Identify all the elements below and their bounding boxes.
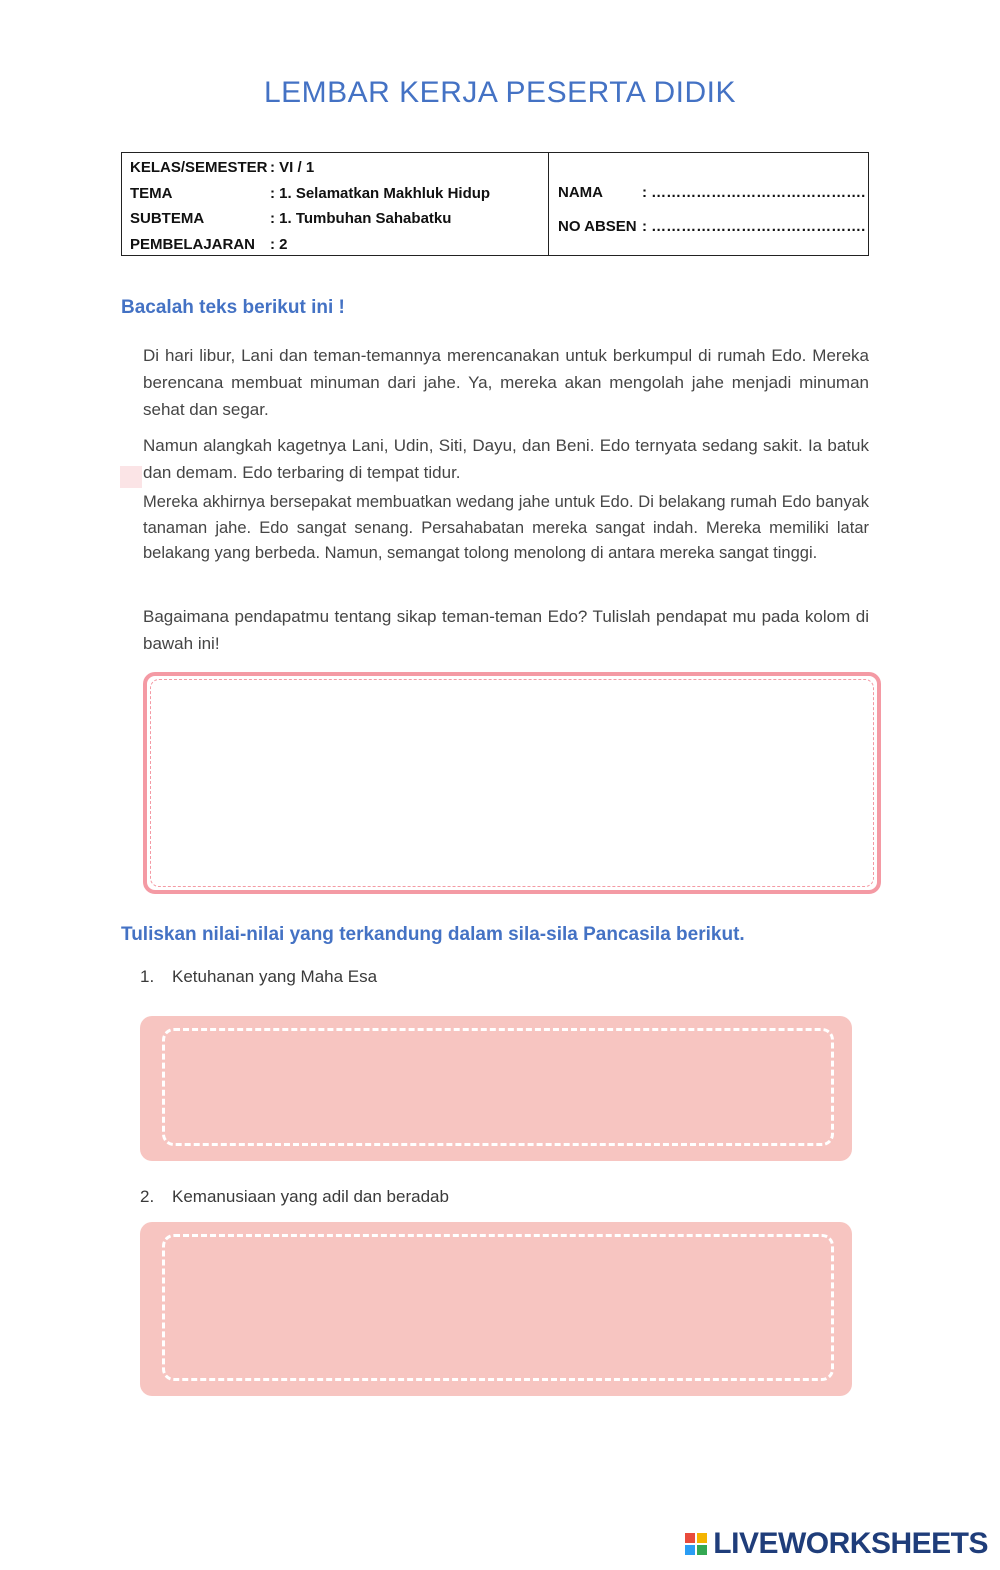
info-row-nama — [558, 175, 868, 209]
sila-item-1 — [140, 967, 377, 987]
logo-square — [697, 1533, 707, 1543]
pancasila-heading: Tuliskan nilai-nilai yang terkandung dalam sila-sila Pancasila berikut. — [121, 924, 745, 945]
student-info-table — [121, 152, 869, 256]
info-label: KELAS/SEMESTER — [130, 159, 268, 177]
sila-2-answer-box[interactable] — [140, 1222, 852, 1396]
story-paragraph: Mereka akhirnya bersepakat membuatkan wedang jahe untuk Edo. Di belakang rumah Edo banyak tanaman jahe. Edo sangat senang. Persahabatan mereka sangat indah. Mereka memiliki latar belakang yang berbeda. Namun, semangat tolong menolong di antara mereka sangat tinggi. — [143, 493, 869, 562]
item-text: Ketuhanan yang Maha Esa — [172, 967, 378, 986]
class-info — [122, 153, 549, 255]
logo-square — [697, 1545, 707, 1555]
liveworksheets-brand[interactable] — [685, 1527, 988, 1561]
info-row-subtema — [130, 206, 548, 232]
info-label: PEMBELAJARAN — [130, 235, 256, 253]
student-identity — [549, 153, 868, 255]
info-value: : 2 — [270, 235, 288, 253]
story-paragraph: Di hari libur, Lani dan teman-temannya merencanakan untuk berkumpul di rumah Edo. Mereka berencana membuat minuman dari jahe. Ya, mereka akan mengolah jahe menjadi minuman sehat dan segar. — [143, 346, 869, 419]
logo-square — [685, 1545, 695, 1555]
absence-number-field[interactable]: : ……………………………………. — [642, 217, 866, 235]
item-number: 1. — [140, 967, 155, 986]
item-text: Kemanusiaan yang adil dan beradab — [172, 1187, 449, 1206]
info-row-pembelajaran — [130, 232, 548, 258]
page-title: LEMBAR KERJA PESERTA DIDIK — [263, 76, 737, 109]
opinion-answer-box[interactable] — [143, 672, 881, 894]
decorative-tab — [120, 466, 142, 488]
story-paragraph: Namun alangkah kagetnya Lani, Udin, Siti, Dayu, dan Beni. Edo ternyata sedang sakit. Ia batuk dan demam. Edo terbaring di tempat tidur. — [143, 436, 869, 482]
item-number: 2. — [140, 1187, 155, 1206]
info-label: TEMA — [130, 184, 173, 202]
info-row-tema — [130, 181, 548, 207]
name-field[interactable]: : ……………………………………. — [642, 183, 866, 201]
reading-heading: Bacalah teks berikut ini ! — [121, 297, 345, 318]
brand-logo-icon — [685, 1533, 707, 1555]
sila-1-answer-box[interactable] — [140, 1016, 852, 1161]
dashed-border — [162, 1234, 834, 1381]
info-label: SUBTEMA — [130, 210, 205, 228]
question-paragraph: Bagaimana pendapatmu tentang sikap teman-teman Edo? Tulislah pendapat mu pada kolom di bawah ini! — [143, 607, 869, 653]
info-value: : 1. Tumbuhan Sahabatku — [270, 210, 452, 228]
info-label: NO ABSEN — [558, 217, 637, 235]
info-value: : 1. Selamatkan Makhluk Hidup — [270, 184, 491, 202]
sila-item-2 — [140, 1187, 449, 1207]
info-row-kelas — [130, 155, 548, 181]
dashed-border — [162, 1028, 834, 1146]
info-value: : VI / 1 — [270, 159, 315, 177]
info-row-no-absen — [558, 209, 868, 243]
info-label: NAMA — [558, 183, 603, 201]
logo-square — [685, 1533, 695, 1543]
brand-name: LIVEWORKSHEETS — [713, 1527, 988, 1560]
